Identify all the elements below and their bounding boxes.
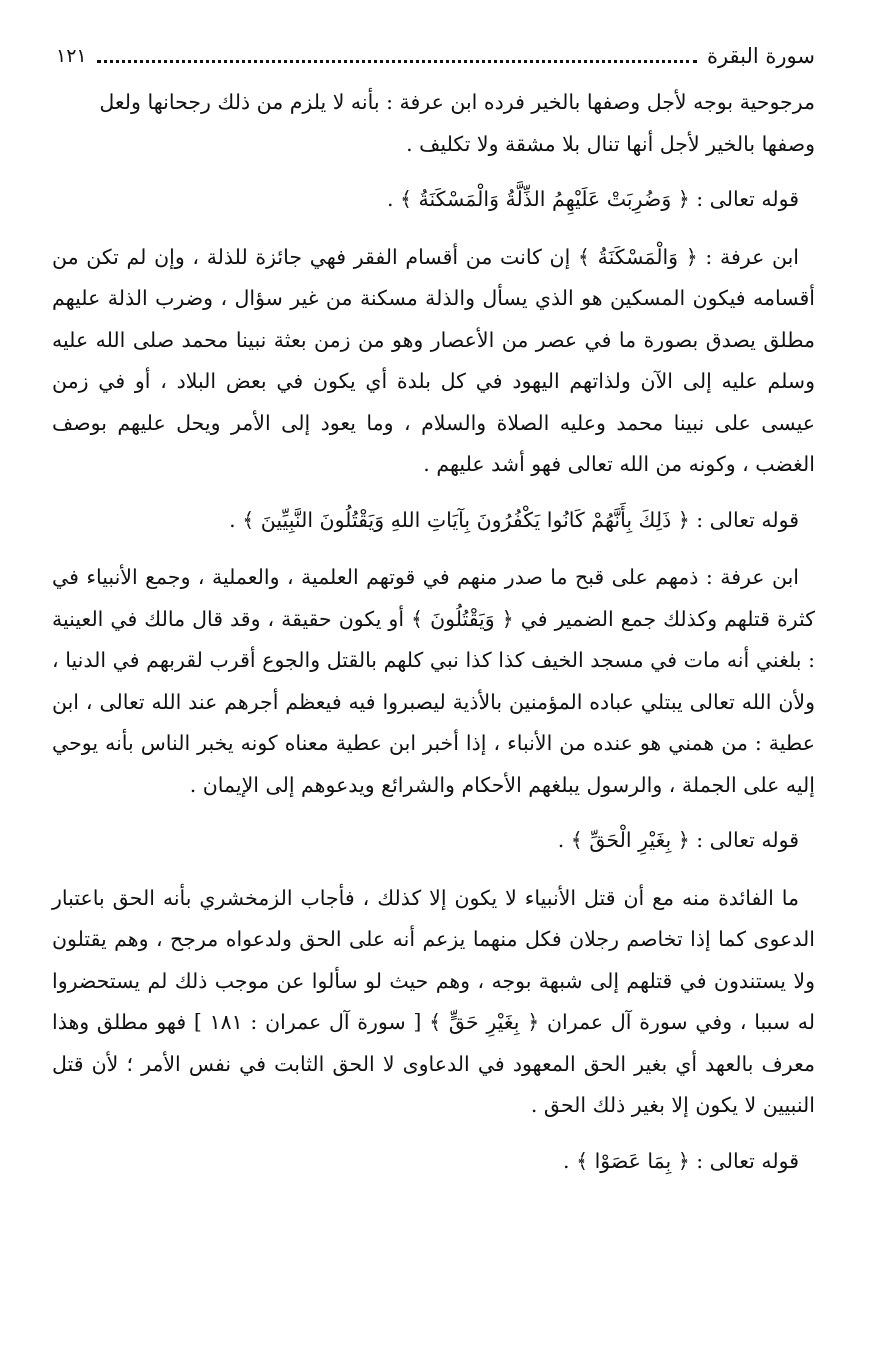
- commentary-paragraph-2: ابن عرفة : ذمهم على قبح ما صدر منهم في قوتهم العلمية ، والعملية ، وجمع الأنبياء في كثرة قتلهم وكذلك جمع الضمير في ﴿ وَيَقْتُلُونَ ﴾ أو يكون حقيقة ، وقد قال مالك في العينية : بلغني أنه مات في مسجد الخيف كذا كذا نبي كلهم بالقتل والجوع أقرب لقربهم في الدنيا ، ولأن الله تعالى يبتلي عباده المؤمنين بالأذية ليصبروا فيه فيعظم أجرهم عند الله تعالى ، ابن عطية : من همني هو عنده من الأنباء ، إذا أخبر ابن عطية معناه كونه يخبر الناس بأنه يوحي إليه على الجملة ، والرسول يبلغهم الأحكام والشرائع ويدعوهم إلى الإيمان .: [52, 565, 815, 797]
- commentary-paragraph-3: ما الفائدة منه مع أن قتل الأنبياء لا يكون إلا كذلك ، فأجاب الزمخشري بأنه الحق باعتبار الدعوى كما إذا تخاصم رجلان فكل منهما يزعم أنه على الحق ولدعواه مرجح ، وهم يقتلون ولا يستندون في قتلهم إلى شبهة بوجه ، وهم حيث لو سألوا عن موجب ذلك لم يستحضروا له سببا ، وفي سورة آل عمران ﴿ بِغَيْرِ حَقٍّ ﴾ [ سورة آل عمران : ١٨١ ] فهو مطلق وهذا معرف بالعهد أي بغير الحق المعهود في الدعاوى لا الحق الثابت في نفس الأمر ؛ لأن قتل النبيين لا يكون إلا بغير ذلك الحق .: [52, 885, 815, 1117]
- paragraph-continuation: مرجوحية بوجه لأجل وصفها بالخير فرده ابن عرفة : بأنه لا يلزم من ذلك رجحانها ولعل وصفها بالخير لأجل أنها تنال بلا مشقة ولا تكليف .: [99, 90, 815, 156]
- verse-heading-2: قوله تعالى : ﴿ ذَلِكَ بِأَنَّهُمْ كَانُوا يَكْفُرُونَ بِآيَاتِ اللهِ وَيَقْتُلُونَ النَّبِيِّينَ ﴾ .: [229, 507, 799, 532]
- surah-title: سورة البقرة: [706, 44, 815, 68]
- page-number: ١٢١: [56, 45, 87, 67]
- verse-heading-3: قوله تعالى : ﴿ بِغَيْرِ الْحَقِّ ﴾ .: [557, 828, 799, 852]
- verse-heading-1: قوله تعالى : ﴿ وَضُرِبَتْ عَلَيْهِمُ الذِّلَّةُ وَالْمَسْكَنَةُ ﴾ .: [386, 187, 799, 211]
- dotted-leader: [97, 60, 697, 63]
- verse-heading-4: قوله تعالى : ﴿ بِمَا عَصَوْا ﴾ .: [563, 1148, 799, 1173]
- running-header: [56, 38, 815, 74]
- commentary-paragraph-1: ابن عرفة : ﴿ وَالْمَسْكَنَةُ ﴾ إن كانت من أقسام الفقر فهي جائزة للذلة ، وإن لم تكن من أقسامه فيكون المسكين هو الذي يسأل والذلة مسكنة من غير سؤال ، وضرب الذلة عليهم مطلق يصدق بصورة ما في عصر من الأعصار وهو من زمن بعثة نبينا محمد صلى الله عليه وسلم عليه إلى الآن ولذاتهم اليهود في كل بلدة أي يكون في بعض البلاد ، أو في زمن عيسى على نبينا محمد وعليه الصلاة والسلام ، وما يعود إلى الأمر ويحل عليهم بوصف الغضب ، وكونه من الله تعالى فهو أشد عليهم .: [52, 244, 815, 476]
- page-body: [52, 82, 815, 1198]
